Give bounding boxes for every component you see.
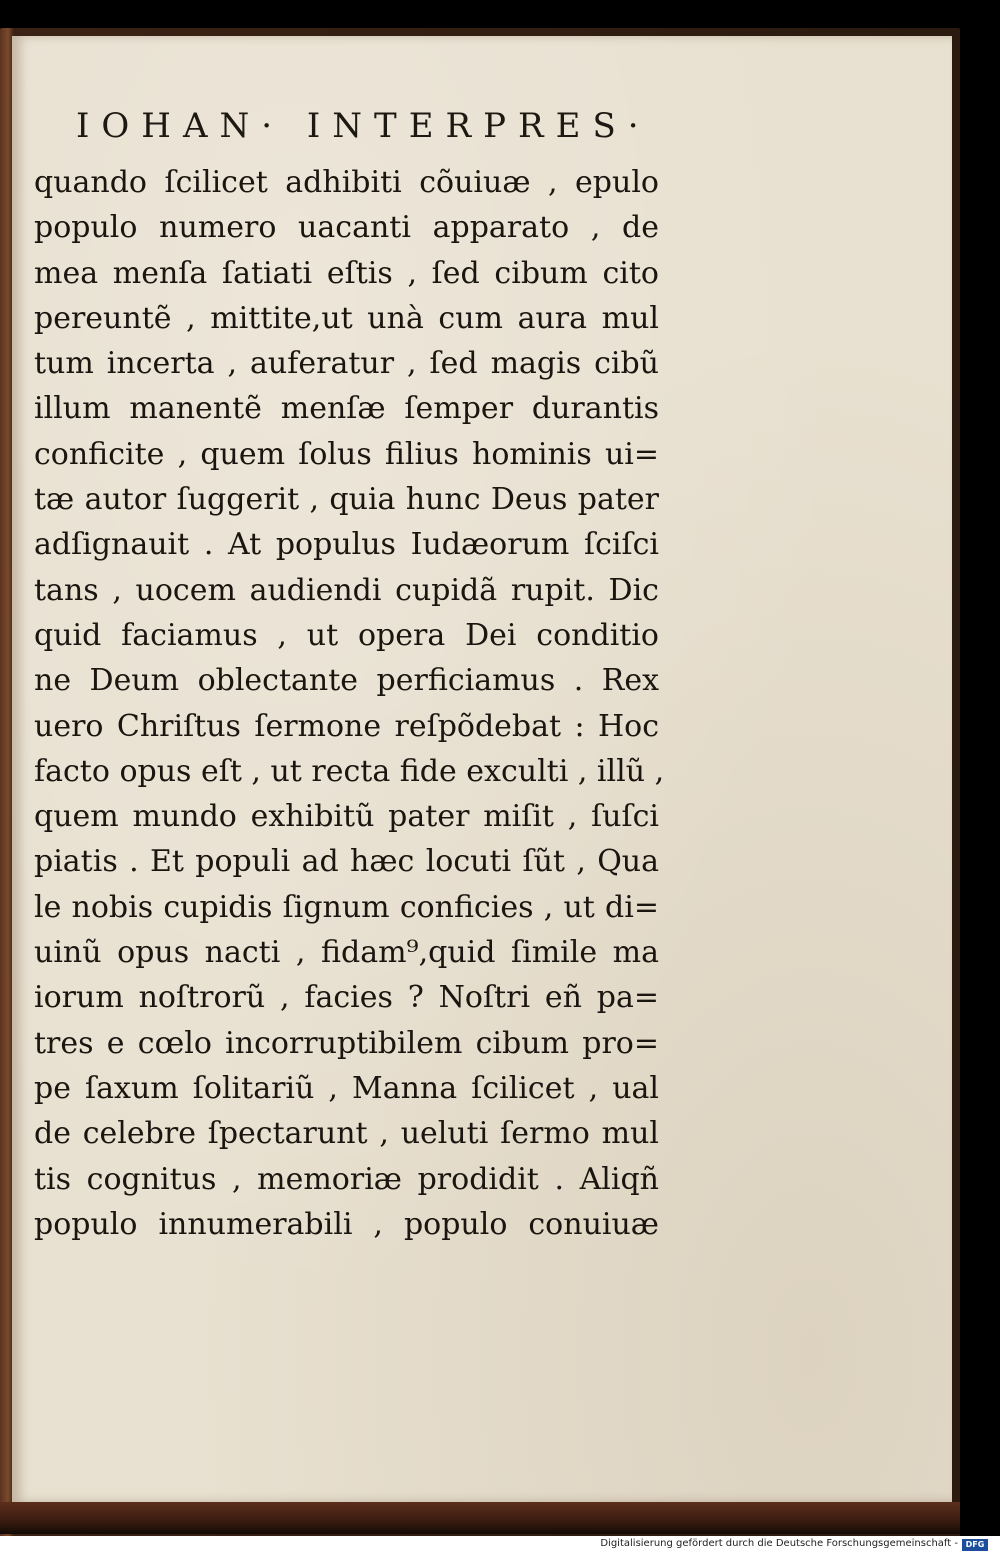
text-line: populo numero uacanti apparato , de xyxy=(34,210,659,246)
text-line: tis cognitus , memoriæ prodidit . Aliqñ xyxy=(34,1161,659,1197)
text-line: uero Chriſtus ſermone reſpõdebat : Hoc xyxy=(34,708,659,744)
text-line: iorum noſtrorũ , facies ? Noſtri eñ pa= xyxy=(34,980,659,1016)
dfg-credit-bar xyxy=(0,1536,1000,1554)
text-line: illum manentẽ menſæ ſemper durantis xyxy=(34,391,659,427)
text-line: le nobis cupidis ſignum conficies , ut di= xyxy=(34,889,659,925)
text-line: tans , uocem audiendi cupidã rupit. Dic xyxy=(34,572,659,608)
text-line: tæ autor ſuggerit , quia hunc Deus pater xyxy=(34,482,659,518)
book-bottom-edge xyxy=(0,1502,960,1534)
text-line: populo innumerabili , populo conuiuæ xyxy=(34,1206,659,1242)
text-line: pereuntẽ , mittite,ut unà cum aura mul xyxy=(34,300,659,336)
text-line: conficite , quem ſolus filius hominis ui= xyxy=(34,436,659,472)
text-line: mea menſa ſatiati eſtis , ſed cibum cito xyxy=(34,255,659,291)
text-line: piatis . Et populi ad hæc locuti ſũt , Qua xyxy=(34,844,659,880)
dfg-credit-text: Digitalisierung gefördert durch die Deutsche Forschungsgemeinschaft - xyxy=(600,1538,958,1549)
text-line: tres e cœlo incorruptibilem cibum pro= xyxy=(34,1025,659,1061)
text-line: quem mundo exhibitũ pater miſit , ſuſci xyxy=(34,799,659,835)
text-line: pe ſaxum ſolitariũ , Manna ſcilicet , ual xyxy=(34,1070,659,1106)
text-line: adſignauit . At populus Iudæorum ſciſci xyxy=(34,527,659,563)
text-block xyxy=(34,160,665,1247)
dfg-logo: DFG xyxy=(962,1539,988,1551)
text-line: quid faciamus , ut opera Dei conditio xyxy=(34,617,659,653)
text-line: facto opus eſt , ut recta fide exculti , illũ , xyxy=(34,753,665,789)
text-line: tum incerta , auferatur , ſed magis cibũ xyxy=(34,346,659,382)
text-line: quando ſcilicet adhibiti cõuiuæ , epulo xyxy=(34,165,659,200)
text-line: ne Deum oblectante perficiamus . Rex xyxy=(34,663,659,699)
running-head: IOHAN· INTERPRES· xyxy=(76,106,651,146)
text-line: uinũ opus nacti , fidam⁹,quid ſimile ma xyxy=(34,935,659,971)
text-line: de celebre ſpectarunt , ueluti ſermo mul xyxy=(34,1116,659,1152)
